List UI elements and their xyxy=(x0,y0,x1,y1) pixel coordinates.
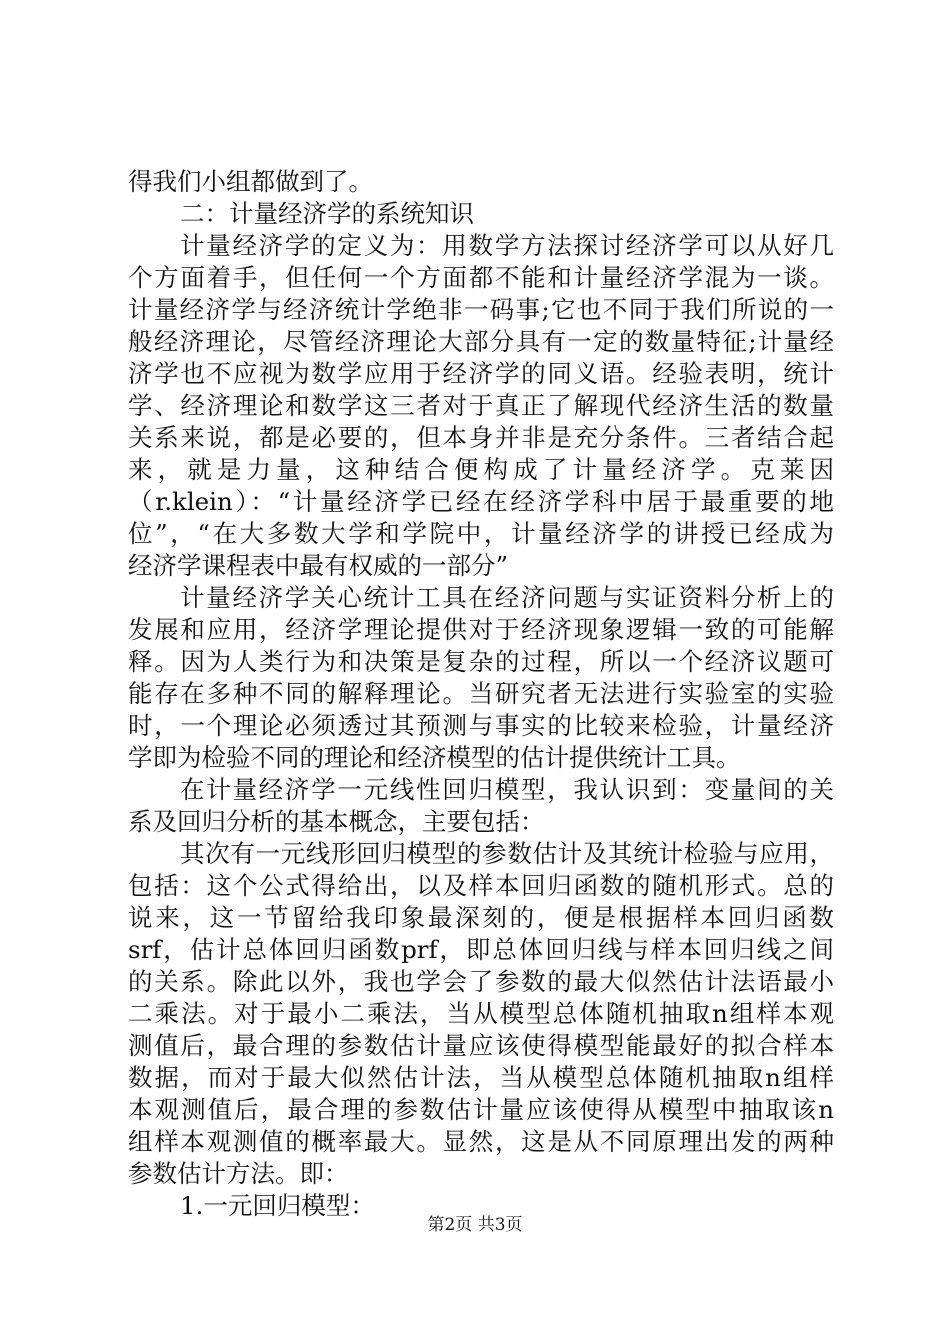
text-line: srf，估计总体回归函数prf，即总体回归线与样本回归线之间 xyxy=(128,935,834,964)
text-line: 在计量经济学一元线性回归模型，我认识到：变量间的关 xyxy=(180,775,834,804)
text-line: 位”，“在大多数大学和学院中，计量经济学的讲授已经成为 xyxy=(128,519,834,548)
text-line: 来，就是力量，这种结合便构成了计量经济学。克莱因 xyxy=(128,455,834,484)
text-line: 计量经济学关心统计工具在经济问题与实证资料分析上的 xyxy=(180,583,834,612)
document-body xyxy=(128,166,834,1222)
text-line: 组样本观测值的概率最大。显然，这是从不同原理出发的两种 xyxy=(128,1127,834,1156)
text-line: 参数估计方法。即： xyxy=(128,1159,349,1188)
text-line: 学即为检验不同的理论和经济模型的估计提供统计工具。 xyxy=(128,743,741,772)
text-line: 释。因为人类行为和决策是复杂的过程，所以一个经济议题可 xyxy=(128,647,834,676)
text-line: 包括：这个公式得给出，以及样本回归函数的随机形式。总的 xyxy=(128,871,834,900)
section-heading: 二：计量经济学的系统知识 xyxy=(180,199,474,228)
text-line: （r.klein）：“计量经济学已经在经济学科中居于最重要的地 xyxy=(128,487,834,516)
text-line: 二乘法。对于最小二乘法，当从模型总体随机抽取n组样本观 xyxy=(128,999,834,1028)
text-line: 的关系。除此以外，我也学会了参数的最大似然估计法语最小 xyxy=(128,967,834,996)
text-line: 得我们小组都做到了。 xyxy=(128,167,373,196)
text-line: 本观测值后，最合理的参数估计量应该使得从模型中抽取该n xyxy=(128,1095,834,1124)
text-line: 济学也不应视为数学应用于经济学的同义语。经验表明，统计 xyxy=(128,359,834,388)
text-line: 学、经济理论和数学这三者对于真正了解现代经济生活的数量 xyxy=(128,391,834,420)
list-item-heading: 1.一元回归模型： xyxy=(180,1191,375,1220)
page-number: 第2页 共3页 xyxy=(427,1215,523,1235)
text-line: 经济学课程表中最有权威的一部分” xyxy=(128,551,509,580)
text-line: 关系来说，都是必要的，但本身并非是充分条件。三者结合起 xyxy=(128,423,834,452)
text-line: 发展和应用，经济学理论提供对于经济现象逻辑一致的可能解 xyxy=(128,615,834,644)
text-line: 测值后，最合理的参数估计量应该使得模型能最好的拟合样本 xyxy=(128,1031,834,1060)
text-line: 能存在多种不同的解释理论。当研究者无法进行实验室的实验 xyxy=(128,679,834,708)
text-line: 般经济理论，尽管经济理论大部分具有一定的数量特征;计量经 xyxy=(128,327,834,356)
page-footer xyxy=(0,1214,950,1236)
text-line: 计量经济学的定义为：用数学方法探讨经济学可以从好几 xyxy=(180,231,834,260)
text-line: 说来，这一节留给我印象最深刻的，便是根据样本回归函数 xyxy=(128,903,834,932)
text-line: 计量经济学与经济统计学绝非一码事;它也不同于我们所说的一 xyxy=(128,295,834,324)
text-line: 个方面着手，但任何一个方面都不能和计量经济学混为一谈。 xyxy=(128,263,834,292)
text-line: 数据，而对于最大似然估计法，当从模型总体随机抽取n组样 xyxy=(128,1063,834,1092)
text-line: 其次有一元线形回归模型的参数估计及其统计检验与应用， xyxy=(180,839,834,868)
text-line: 时，一个理论必须透过其预测与事实的比较来检验，计量经济 xyxy=(128,711,834,740)
text-line: 系及回归分析的基本概念，主要包括： xyxy=(128,807,545,836)
